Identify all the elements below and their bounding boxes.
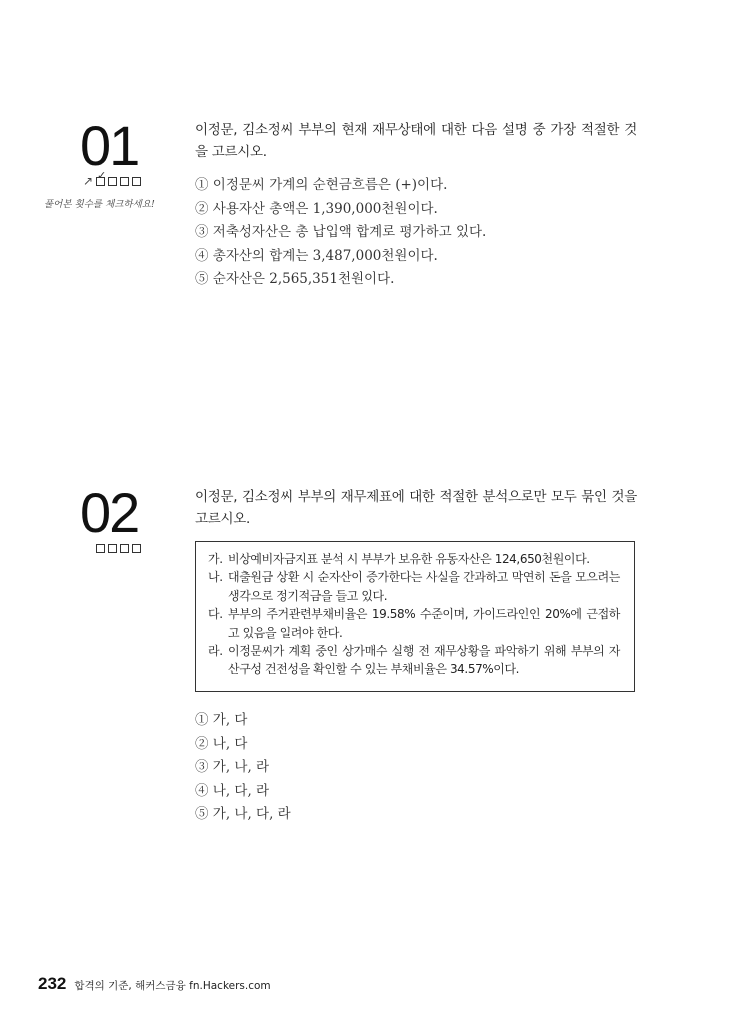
statement-item (208, 605, 620, 642)
option-2[interactable]: ② 사용자산 총액은 1,390,000천원이다. (195, 200, 438, 217)
statement-marker: 다. (208, 607, 223, 622)
attempt-checkboxes-2 (96, 544, 141, 553)
statement-text: 대출원금 상환 시 순자산이 증가한다는 사실을 간과하고 막연히 돈을 모으려는 생각으로 정기적금을 들고 있다. (228, 570, 620, 603)
attempt-checkboxes-1 (96, 177, 141, 186)
statement-text: 부부의 주거관련부채비율은 19.58% 수준이며, 가이드라인인 20%에 근접하고 있음을 일려야 한다. (228, 607, 620, 640)
statement-text: 비상예비자금지표 분석 시 부부가 보유한 유동자산은 124,650천원이다. (228, 552, 590, 566)
statement-text: 이정문씨가 계획 중인 상가매수 실행 전 재무상황을 파악하기 위해 부부의 자산구성 건전성을 확인할 수 있는 부채비율은 34.57%이다. (228, 644, 620, 677)
option-2[interactable]: ② 나, 다 (195, 735, 248, 752)
option-4[interactable]: ④ 총자산의 합계는 3,487,000천원이다. (195, 247, 438, 264)
attempt-checkbox-checked[interactable] (96, 177, 105, 186)
option-3[interactable]: ③ 가, 나, 라 (195, 759, 270, 776)
curved-arrow-icon: ↗ (83, 174, 94, 188)
statement-item (208, 568, 620, 605)
option-3[interactable]: ③ 저축성자산은 총 납입액 합계로 평가하고 있다. (195, 224, 487, 241)
attempt-checkbox[interactable] (132, 177, 141, 186)
statement-box (195, 541, 635, 692)
question-text-1: 이정문, 김소정씨 부부의 현재 재무상태에 대한 다음 설명 중 가장 적절한 것을 고르시오. (195, 122, 637, 160)
option-5[interactable]: ⑤ 순자산은 2,565,351천원이다. (195, 271, 395, 288)
option-4[interactable]: ④ 나, 다, 라 (195, 782, 270, 799)
page-number: 232 (38, 974, 67, 993)
attempt-checkbox[interactable] (132, 544, 141, 553)
question-text-2: 이정문, 김소정씨 부부의 재무제표에 대한 적절한 분석으로만 모두 묶인 것을 고르시오. (195, 489, 637, 527)
options-list-2 (195, 709, 291, 827)
option-5[interactable]: ⑤ 가, 나, 다, 라 (195, 806, 291, 823)
attempt-checkbox[interactable] (96, 544, 105, 553)
statement-item (208, 550, 620, 568)
attempt-checkbox[interactable] (120, 544, 129, 553)
question-number-2: 02 (80, 481, 139, 544)
attempt-hint: 풀어본 횟수를 체크하세요! (44, 199, 155, 210)
footer-text: 합격의 기준, 해커스금융 fn.Hackers.com (74, 980, 271, 992)
option-1[interactable]: ① 가, 다 (195, 712, 248, 728)
statement-marker: 라. (208, 644, 223, 659)
question-number-1: 01 (80, 114, 139, 177)
option-1[interactable]: ① 이정문씨 가계의 순현금흐름은 (+)이다. (195, 177, 448, 193)
statement-marker: 가. (208, 552, 223, 566)
attempt-checkbox[interactable] (108, 544, 117, 553)
page-footer (38, 974, 271, 994)
attempt-checkbox[interactable] (108, 177, 117, 186)
statement-item (208, 642, 620, 679)
statement-marker: 나. (208, 570, 223, 585)
attempt-checkbox[interactable] (120, 177, 129, 186)
options-list-1 (195, 174, 486, 292)
